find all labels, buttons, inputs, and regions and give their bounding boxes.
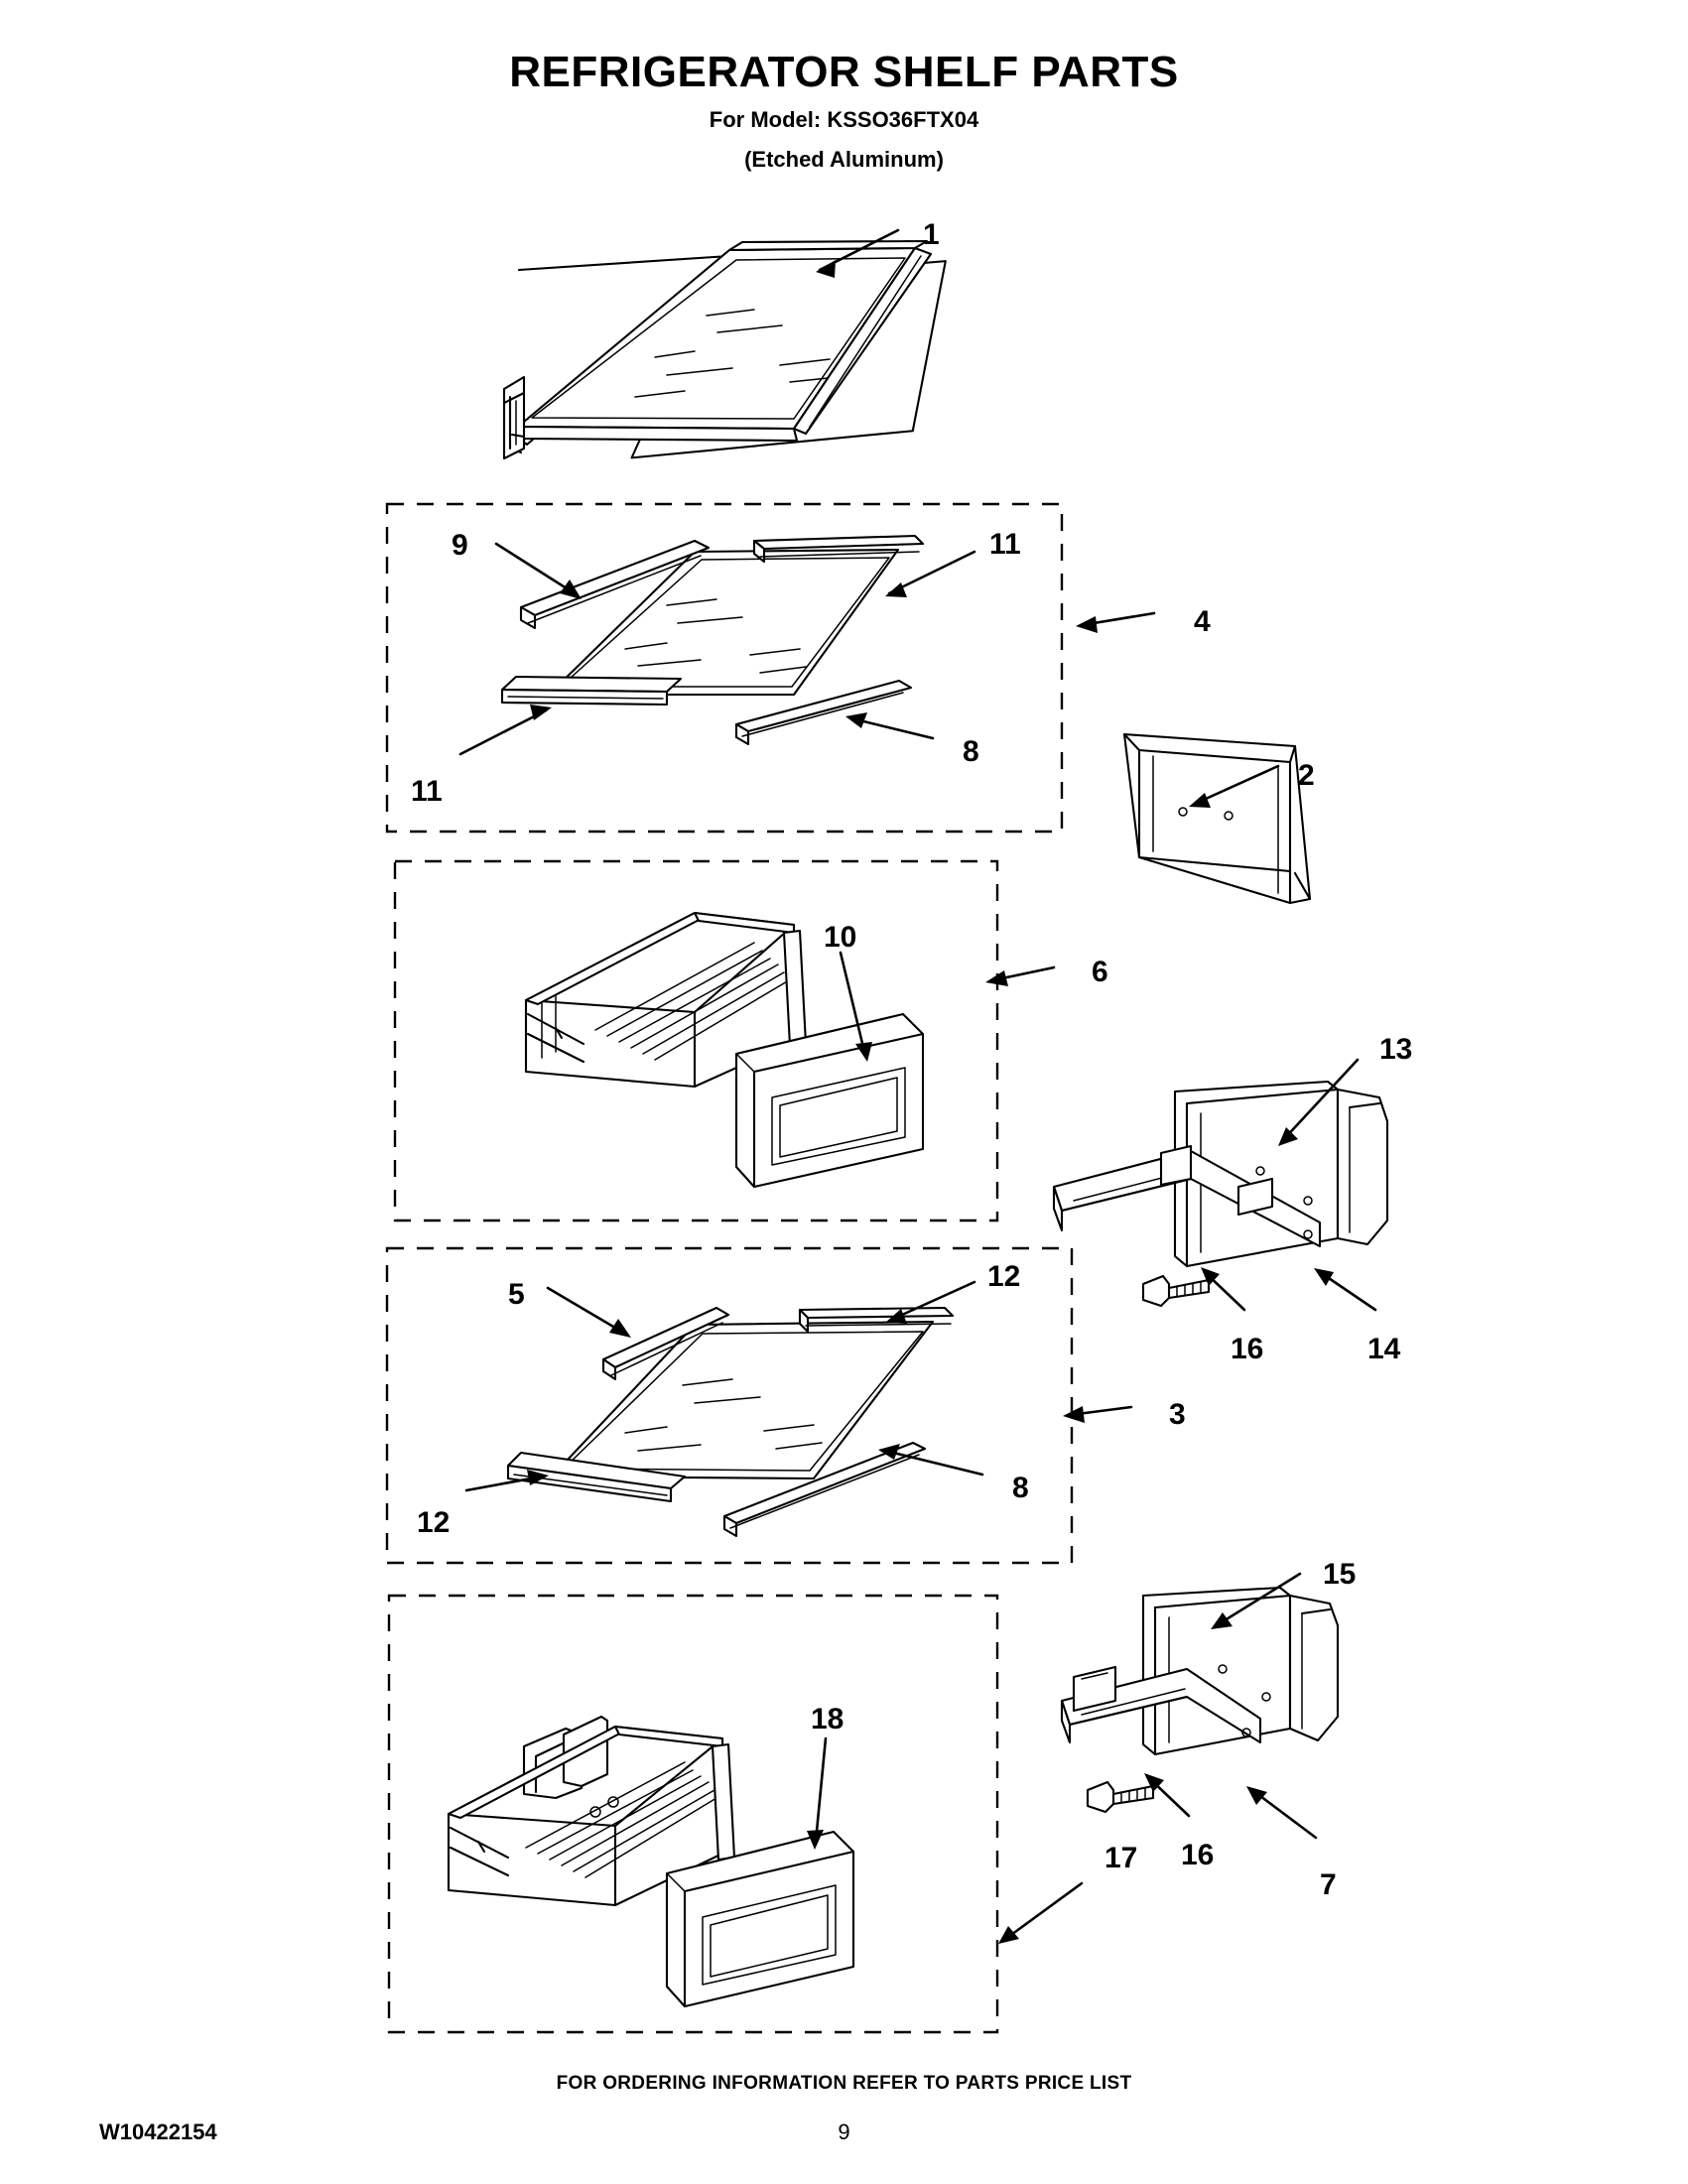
callout-8b: 8 — [1012, 1472, 1029, 1504]
callout-10: 10 — [824, 921, 857, 954]
leader-11a — [885, 552, 974, 597]
leader-16b — [1144, 1773, 1189, 1816]
callout-11b: 11 — [411, 775, 443, 808]
part-group-17-drawer — [449, 1717, 853, 2006]
model-line: For Model: KSSO36FTX04 — [709, 107, 979, 132]
part-2-front-trim — [1124, 734, 1310, 903]
callout-2: 2 — [1298, 759, 1315, 792]
callout-7: 7 — [1320, 1868, 1337, 1901]
leader-8a — [845, 712, 933, 738]
leader-3 — [1063, 1406, 1131, 1423]
material-line: (Etched Aluminum) — [744, 147, 944, 172]
leader-16a — [1201, 1267, 1244, 1310]
leader-14 — [1314, 1268, 1375, 1310]
leader-12a — [885, 1282, 974, 1324]
part-group-4-shelf-trims — [502, 536, 923, 744]
callout-17: 17 — [1104, 1842, 1138, 1874]
leader-11b — [460, 705, 552, 754]
callout-9: 9 — [452, 529, 468, 562]
leader-5 — [548, 1288, 631, 1338]
callout-13: 13 — [1379, 1033, 1413, 1066]
part-group-3-shelf-trims — [508, 1308, 953, 1536]
ordering-note: FOR ORDERING INFORMATION REFER TO PARTS PRICE LIST — [556, 2073, 1132, 2094]
callout-3: 3 — [1169, 1398, 1186, 1431]
callout-16a: 16 — [1231, 1333, 1264, 1365]
leader-9 — [496, 544, 582, 599]
callout-12a: 12 — [987, 1260, 1021, 1293]
leader-7 — [1246, 1786, 1316, 1838]
callout-5: 5 — [508, 1278, 525, 1311]
leader-8b — [878, 1444, 982, 1475]
callout-16b: 16 — [1181, 1839, 1215, 1871]
part-1-glass-shelf-assembly — [504, 241, 946, 458]
callout-1: 1 — [923, 218, 940, 251]
leader-6 — [985, 967, 1054, 986]
callout-18: 18 — [811, 1703, 844, 1735]
callout-6: 6 — [1092, 956, 1108, 988]
callout-4: 4 — [1194, 605, 1211, 638]
leader-17 — [998, 1883, 1082, 1944]
document-number: W10422154 — [99, 2120, 217, 2144]
part-group-15-rail-assembly — [1062, 1588, 1338, 1812]
callout-15: 15 — [1323, 1558, 1357, 1591]
page-number: 9 — [838, 2120, 850, 2144]
callout-12b: 12 — [417, 1506, 451, 1539]
part-group-13-rail-assembly — [1054, 1082, 1387, 1306]
callout-14: 14 — [1367, 1333, 1401, 1365]
callout-8a: 8 — [963, 735, 979, 768]
leader-4 — [1076, 613, 1154, 633]
callout-11a: 11 — [989, 528, 1021, 561]
page-title: REFRIGERATOR SHELF PARTS — [509, 48, 1179, 96]
leader-18 — [807, 1738, 826, 1850]
